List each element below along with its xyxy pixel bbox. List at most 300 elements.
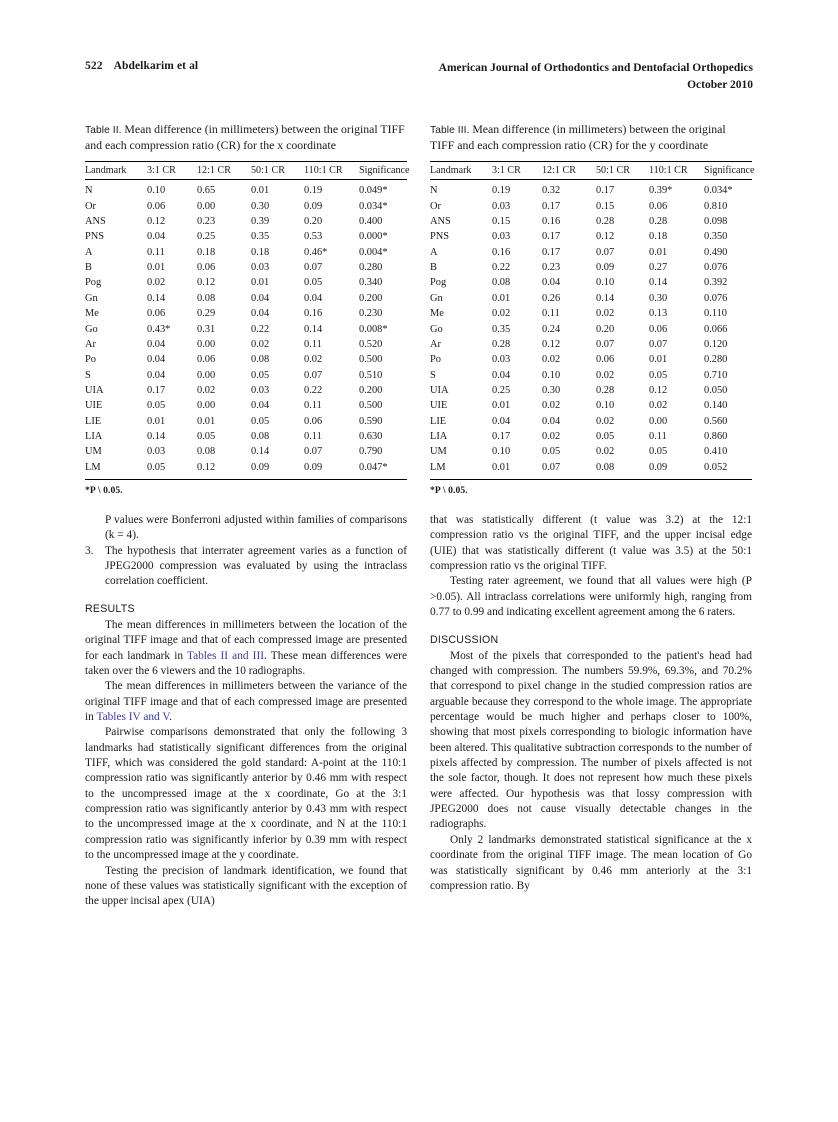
table-cell-value: 0.08 <box>492 277 511 289</box>
table-cell-value: 0.01 <box>649 246 668 258</box>
table-row <box>85 230 407 245</box>
right-column <box>430 122 755 910</box>
table-cell-value: 0.20 <box>596 323 615 335</box>
table-cell-value: 0.860 <box>704 431 728 443</box>
heading-discussion: DISCUSSION <box>430 633 499 646</box>
table-row <box>85 368 407 383</box>
table-cell-value: 0.06 <box>649 323 668 335</box>
table-cell-value: 0.39 <box>251 216 270 227</box>
table-3-title: Mean difference (in millimeters) between the original TIFF and each compression ratio (CR) for the y coordinate <box>430 122 726 152</box>
table-cell-landmark: Pog <box>430 277 447 289</box>
table-row <box>85 261 407 276</box>
table-row <box>430 368 752 383</box>
table-3-col-110to1: 110:1 CR <box>649 161 704 180</box>
table-2-col-landmark: Landmark <box>85 161 147 180</box>
table-cell-value: 0.14 <box>304 323 323 335</box>
table-cell-landmark: S <box>430 369 436 381</box>
table-cell-value: 0.04 <box>304 292 323 304</box>
table-cell-value: 0.14 <box>251 446 270 458</box>
hypothesis-item-3-text: The hypothesis that interrater agreement varies as a function of JPEG2000 compression was evaluated by using the intraclass correlation coefficient. <box>105 544 407 588</box>
table-3-col-landmark: Landmark <box>430 161 492 180</box>
table-cell-value: 0.22 <box>304 384 323 396</box>
table-cell-value: 0.01 <box>492 460 542 479</box>
table-cell-value: 0.04 <box>492 369 511 381</box>
table-cell-value: 0.140 <box>704 400 728 412</box>
table-row <box>85 199 407 214</box>
table-cell-value: 0.06 <box>596 354 615 366</box>
table-cell-value: 0.09 <box>251 460 304 479</box>
table-cell-value: 0.560 <box>704 415 728 427</box>
table-cell-value: 0.12 <box>147 216 166 227</box>
table-3-col-3to1: 3:1 CR <box>492 161 542 180</box>
table-cell-value: 0.200 <box>359 384 383 396</box>
table-cell-value: 0.02 <box>596 415 615 427</box>
table-cell-landmark: UM <box>85 446 102 458</box>
table-cell-value: 0.13 <box>649 308 668 320</box>
table-cell-value: 0.06 <box>197 262 216 274</box>
table-cell-landmark: B <box>430 262 437 274</box>
table-cell-value: 0.066 <box>704 323 728 335</box>
table-cell-value: 0.05 <box>542 446 561 458</box>
table-cell-value: 0.280 <box>704 354 728 366</box>
table-cell-value: 0.230 <box>359 308 383 320</box>
table-row <box>430 414 752 429</box>
table-cell-value: 0.04 <box>147 231 166 243</box>
table-cell-value: 0.65 <box>197 185 216 197</box>
table-cell-value: 0.25 <box>492 384 511 396</box>
table-row <box>430 276 752 291</box>
table-3-label: Table III. <box>430 125 470 136</box>
table-cell-value: 0.08 <box>197 446 216 458</box>
table-cell-value: 0.00 <box>649 415 668 427</box>
table-cell-landmark: Me <box>85 308 99 320</box>
table-cell-value: 0.052 <box>704 460 752 479</box>
table-cell-value: 0.30 <box>251 200 270 212</box>
table-cell-value: 0.11 <box>147 246 165 258</box>
table-cell-value: 0.24 <box>542 323 561 335</box>
table-cell-value: 0.490 <box>704 246 728 258</box>
paragraph-rater-agreement: Testing rater agreement, we found that all values were high (P >0.05). All intraclass correlations were uniformly high, ranging from 0.77 to 0.99 and indicating excellent agreement among the 6 raters. <box>430 575 752 619</box>
table-cell-value: 0.09 <box>304 460 359 479</box>
table-cell-value: 0.03 <box>251 262 270 274</box>
table-cell-value: 0.05 <box>251 415 270 427</box>
table-row <box>430 337 752 352</box>
table-cell-value: 0.04 <box>147 338 166 350</box>
table-cell-value: 0.04 <box>147 369 166 381</box>
table-cell-value: 0.05 <box>197 431 216 443</box>
table-cell-value: 0.29 <box>197 308 216 320</box>
table-cell-landmark: LM <box>430 460 492 479</box>
table-cell-landmark: PNS <box>85 231 105 243</box>
table-cell-value: 0.22 <box>492 262 511 274</box>
table-2-col-110to1: 110:1 CR <box>304 161 359 180</box>
table-row <box>430 261 752 276</box>
table-cell-value: 0.008* <box>359 323 388 335</box>
table-cell-value: 0.07 <box>542 460 596 479</box>
table-row <box>85 445 407 460</box>
table-cell-value: 0.410 <box>704 446 728 458</box>
table-cell-value: 0.05 <box>649 446 668 458</box>
link-tables-4-5[interactable]: Tables IV and V <box>96 710 170 723</box>
table-row <box>430 291 752 306</box>
paragraph-results-1-part-b: . These mean differences were taken over the 6 viewers and the 10 radiographs. <box>85 649 407 677</box>
table-cell-value: 0.46* <box>304 246 328 258</box>
table-cell-value: 0.02 <box>251 338 270 350</box>
table-cell-value: 0.15 <box>596 200 615 212</box>
table-row <box>430 180 752 199</box>
table-cell-value: 0.18 <box>649 231 668 243</box>
issue-date: October 2010 <box>687 78 753 91</box>
table-cell-value: 0.14 <box>596 292 615 304</box>
table-cell-value: 0.03 <box>492 231 511 243</box>
table-cell-value: 0.710 <box>704 369 728 381</box>
table-cell-value: 0.630 <box>359 431 383 443</box>
table-cell-value: 0.01 <box>147 262 166 274</box>
table-cell-value: 0.11 <box>304 400 322 412</box>
table-2 <box>85 161 410 480</box>
table-cell-value: 0.04 <box>492 415 511 427</box>
table-row <box>85 322 407 337</box>
table-2-col-12to1: 12:1 CR <box>197 161 251 180</box>
table-cell-landmark: N <box>430 185 438 197</box>
table-cell-value: 0.076 <box>704 262 728 274</box>
table-cell-value: 0.08 <box>197 292 216 304</box>
table-cell-value: 0.02 <box>596 369 615 381</box>
table-cell-value: 0.06 <box>649 200 668 212</box>
table-cell-value: 0.05 <box>649 369 668 381</box>
table-cell-landmark: LIA <box>430 431 448 443</box>
table-cell-value: 0.076 <box>704 292 728 304</box>
table-cell-value: 0.07 <box>596 338 615 350</box>
table-cell-value: 0.12 <box>197 460 251 479</box>
table-cell-value: 0.01 <box>492 292 511 304</box>
paragraph-results-2-part-a: The mean differences in millimeters between the variance of the original TIFF image and that of each compressed image are presented in <box>85 680 407 723</box>
table-cell-value: 0.10 <box>596 400 615 412</box>
table-cell-value: 0.30 <box>542 384 561 396</box>
table-cell-value: 0.01 <box>251 277 270 289</box>
table-cell-value: 0.09 <box>596 262 615 274</box>
hypothesis-item-3 <box>85 544 407 590</box>
table-cell-landmark: UIA <box>85 384 104 396</box>
table-cell-value: 0.034* <box>704 185 733 197</box>
hypothesis-item-3-marker: 3. <box>85 544 94 557</box>
table-cell-value: 0.03 <box>147 446 166 458</box>
table-cell-value: 0.004* <box>359 246 388 258</box>
table-row <box>85 214 407 229</box>
table-cell-value: 0.02 <box>542 431 561 443</box>
table-2-footnote: *P \ 0.05. <box>85 485 123 497</box>
table-cell-value: 0.02 <box>542 400 561 412</box>
table-cell-value: 0.35 <box>251 231 270 243</box>
table-cell-landmark: LIA <box>85 431 103 443</box>
table-cell-value: 0.500 <box>359 354 383 366</box>
table-row <box>85 307 407 322</box>
table-cell-value: 0.02 <box>197 384 216 396</box>
table-cell-landmark: PNS <box>430 231 450 243</box>
table-cell-value: 0.350 <box>704 231 728 243</box>
table-cell-landmark: LIE <box>430 415 447 427</box>
table-cell-value: 0.120 <box>704 338 728 350</box>
table-cell-value: 0.17 <box>596 185 615 197</box>
table-cell-value: 0.04 <box>251 308 270 320</box>
table-cell-value: 0.05 <box>147 460 197 479</box>
table-cell-value: 0.02 <box>596 446 615 458</box>
table-cell-landmark: Go <box>430 323 443 335</box>
table-cell-value: 0.392 <box>704 277 728 289</box>
table-cell-landmark: ANS <box>430 216 451 227</box>
table-2-body <box>85 180 407 480</box>
table-2-caption <box>85 122 407 154</box>
table-cell-value: 0.17 <box>542 231 561 243</box>
table-row <box>430 199 752 214</box>
table-cell-value: 0.01 <box>197 415 216 427</box>
table-cell-landmark: Or <box>85 200 96 212</box>
table-cell-value: 0.28 <box>649 216 668 227</box>
table-cell-value: 0.02 <box>596 308 615 320</box>
table-cell-value: 0.05 <box>251 369 270 381</box>
table-cell-landmark: Ar <box>430 338 441 350</box>
table-cell-value: 0.07 <box>596 246 615 258</box>
table-cell-value: 0.08 <box>596 460 649 479</box>
table-3 <box>430 161 755 480</box>
table-cell-landmark: Or <box>430 200 441 212</box>
table-cell-value: 0.35 <box>492 323 511 335</box>
table-2-header-row <box>85 161 407 180</box>
table-row <box>85 276 407 291</box>
table-row <box>85 399 407 414</box>
journal-title: American Journal of Orthodontics and Dentofacial Orthopedics <box>438 62 753 74</box>
table-row <box>430 445 752 460</box>
table-cell-value: 0.12 <box>649 384 668 396</box>
table-cell-value: 0.07 <box>304 369 323 381</box>
table-cell-value: 0.000* <box>359 231 388 243</box>
table-cell-value: 0.25 <box>197 231 216 243</box>
table-cell-value: 0.00 <box>197 400 216 412</box>
table-cell-value: 0.05 <box>147 400 166 412</box>
table-2-col-significance: Significance <box>359 161 407 180</box>
table-cell-landmark: Go <box>85 323 98 335</box>
table-cell-value: 0.16 <box>542 216 561 227</box>
table-2-label: Table II. <box>85 125 122 136</box>
table-row <box>85 383 407 398</box>
running-head <box>85 60 753 93</box>
hypothesis-list <box>85 544 407 590</box>
table-row <box>430 214 752 229</box>
table-cell-value: 0.26 <box>542 292 561 304</box>
table-cell-value: 0.110 <box>704 308 727 320</box>
table-cell-value: 0.10 <box>492 446 511 458</box>
table-cell-value: 0.01 <box>649 354 668 366</box>
table-cell-value: 0.18 <box>251 246 270 258</box>
running-head-left <box>85 60 198 72</box>
link-tables-2-3[interactable]: Tables II and III <box>186 649 265 662</box>
table-cell-value: 0.30 <box>649 292 668 304</box>
table-cell-value: 0.43* <box>147 323 171 335</box>
table-cell-value: 0.31 <box>197 323 216 335</box>
table-row <box>85 460 407 479</box>
table-cell-value: 0.19 <box>492 185 511 197</box>
table-cell-landmark: A <box>85 246 93 258</box>
two-column-layout <box>85 122 753 910</box>
table-cell-value: 0.27 <box>649 262 668 274</box>
table-cell-value: 0.050 <box>704 384 728 396</box>
table-3-col-significance: Significance <box>704 161 752 180</box>
table-cell-landmark: A <box>430 246 438 258</box>
table-cell-value: 0.07 <box>649 338 668 350</box>
table-cell-value: 0.17 <box>147 384 166 396</box>
table-cell-value: 0.03 <box>251 384 270 396</box>
table-cell-value: 0.03 <box>492 354 511 366</box>
paragraph-results-3: Pairwise comparisons demonstrated that only the following 3 landmarks had statistically significant differences from the original TIFF, which was considered the gold standard: A-point at the 110:1 compression ratio was significantly anterior by 0.46 mm with respect to the uncompressed image at the x coordinate, Go at the 3:1 compression ratio was significantly anterior by 0.43 mm with respect to the uncompressed image at the x coordinate, and N at the 110:1 compression ratio was significantly inferior by 0.39 mm with respect to the uncompressed image at the y coordinate. <box>85 726 407 862</box>
table-3-col-50to1: 50:1 CR <box>596 161 649 180</box>
table-cell-value: 0.034* <box>359 200 388 212</box>
table-cell-value: 0.06 <box>147 308 166 320</box>
table-cell-value: 0.07 <box>304 446 323 458</box>
table-cell-value: 0.12 <box>596 231 615 243</box>
table-cell-value: 0.11 <box>649 431 667 443</box>
table-cell-landmark: UM <box>430 446 447 458</box>
table-cell-landmark: B <box>85 262 92 274</box>
table-cell-landmark: LM <box>85 460 147 479</box>
table-row <box>430 322 752 337</box>
table-cell-landmark: S <box>85 369 91 381</box>
table-cell-landmark: N <box>85 185 93 197</box>
table-cell-value: 0.04 <box>542 277 561 289</box>
hypothesis-continuation: P values were Bonferroni adjusted within families of comparisons (k = 4). <box>105 514 407 542</box>
table-cell-value: 0.280 <box>359 262 383 274</box>
table-cell-value: 0.12 <box>542 338 561 350</box>
table-row <box>85 180 407 199</box>
paragraph-results-1 <box>85 618 407 679</box>
table-cell-value: 0.510 <box>359 369 383 381</box>
table-cell-value: 0.08 <box>251 431 270 443</box>
table-cell-landmark: Gn <box>85 292 98 304</box>
table-cell-value: 0.02 <box>542 354 561 366</box>
table-cell-value: 0.810 <box>704 200 728 212</box>
table-row <box>430 353 752 368</box>
table-cell-landmark: Gn <box>430 292 443 304</box>
table-cell-value: 0.01 <box>492 400 511 412</box>
table-cell-landmark: ANS <box>85 216 106 227</box>
table-cell-value: 0.400 <box>359 216 383 227</box>
table-row <box>85 414 407 429</box>
table-cell-landmark: Me <box>430 308 444 320</box>
table-row <box>430 429 752 444</box>
table-cell-value: 0.19 <box>304 185 323 197</box>
table-cell-value: 0.08 <box>251 354 270 366</box>
running-head-authors: Abdelkarim et al <box>113 60 199 72</box>
table-cell-value: 0.06 <box>197 354 216 366</box>
table-cell-value: 0.047* <box>359 460 407 479</box>
table-cell-value: 0.02 <box>492 308 511 320</box>
paragraph-results-1-part-a: The mean differences in millimeters between the location of the original TIFF image and that of each compressed image are presented for each landmark in <box>85 618 407 662</box>
right-body-text <box>430 513 752 894</box>
table-row <box>430 460 752 479</box>
table-cell-value: 0.098 <box>704 216 728 227</box>
table-cell-value: 0.23 <box>542 262 561 274</box>
table-cell-value: 0.32 <box>542 185 561 197</box>
table-cell-landmark: UIA <box>430 384 449 396</box>
table-cell-value: 0.10 <box>542 369 561 381</box>
table-cell-value: 0.15 <box>492 216 511 227</box>
table-cell-value: 0.00 <box>197 200 216 212</box>
table-2-col-50to1: 50:1 CR <box>251 161 304 180</box>
heading-results: RESULTS <box>85 602 135 615</box>
table-cell-value: 0.39* <box>649 185 673 197</box>
table-cell-landmark: Ar <box>85 338 96 350</box>
table-cell-value: 0.10 <box>596 277 615 289</box>
table-cell-value: 0.05 <box>304 277 323 289</box>
table-cell-value: 0.02 <box>649 400 668 412</box>
table-cell-value: 0.03 <box>492 200 511 212</box>
table-cell-value: 0.01 <box>251 185 270 197</box>
paragraph-discussion-2: Only 2 landmarks demonstrated statistical significance at the x coordinate from the original TIFF image. The mean location of Go was statistically significant by 0.46 mm anteriorly at the 3:1 compression ratio. By <box>430 833 752 892</box>
table-cell-landmark: LIE <box>85 415 102 427</box>
table-row <box>85 337 407 352</box>
paragraph-uia-continuation: that was statistically different (t value was 3.2) at the 12:1 compression ratio vs the original TIFF, and the upper incisal edge (UIE) that was statistically different (t value was 3.5) at the 50:1 compression ratio vs the original TIFF. <box>430 514 752 573</box>
table-3-header-row <box>430 161 752 180</box>
table-cell-value: 0.00 <box>197 369 216 381</box>
table-row <box>85 291 407 306</box>
table-cell-value: 0.28 <box>492 338 511 350</box>
table-cell-value: 0.590 <box>359 415 383 427</box>
page-folio: 522 <box>85 60 103 72</box>
table-cell-value: 0.02 <box>147 277 166 289</box>
table-cell-value: 0.790 <box>359 446 383 458</box>
table-2-title: Mean difference (in millimeters) between the original TIFF and each compression ratio (CR) for the x coordinate <box>85 122 405 152</box>
table-row <box>430 383 752 398</box>
table-cell-landmark: Po <box>85 354 96 366</box>
table-cell-value: 0.05 <box>596 431 615 443</box>
table-cell-landmark: UIE <box>430 400 448 412</box>
table-cell-value: 0.049* <box>359 185 388 197</box>
table-cell-landmark: UIE <box>85 400 103 412</box>
table-cell-value: 0.11 <box>542 308 560 320</box>
table-cell-value: 0.04 <box>251 292 270 304</box>
table-cell-value: 0.11 <box>304 431 322 443</box>
table-cell-landmark: Pog <box>85 277 102 289</box>
table-3-col-12to1: 12:1 CR <box>542 161 596 180</box>
table-cell-landmark: Po <box>430 354 441 366</box>
table-cell-value: 0.14 <box>147 292 166 304</box>
table-cell-value: 0.200 <box>359 292 383 304</box>
table-2-col-3to1: 3:1 CR <box>147 161 197 180</box>
table-cell-value: 0.340 <box>359 277 383 289</box>
paragraph-results-2 <box>85 679 407 725</box>
left-body-text <box>85 513 407 910</box>
paragraph-discussion-1: Most of the pixels that corresponded to the patient's head had changed with compression. The numbers 59.9%, 69.3%, and 70.2% that correspond to pixel change in the studied compression ratios are arguable because they correspond to the whole image. The appropriate percentage would be much higher and perhaps closer to 100%, showing that most pixels corresponding to biologic information have been altered. This qualitative subtraction corresponds to the number of pixels affected by compression. The number of pixels affected is not the sole factor, though. It does not represent how much these pixels were affected. Our hypothesis was that lossy compression with JPEG2000 does not cause visually detectable changes in the radiographs. <box>430 649 752 831</box>
table-row <box>430 245 752 260</box>
table-cell-value: 0.22 <box>251 323 270 335</box>
table-cell-value: 0.09 <box>304 200 323 212</box>
table-row <box>85 429 407 444</box>
table-cell-value: 0.10 <box>147 185 166 197</box>
table-cell-value: 0.11 <box>304 338 322 350</box>
table-cell-value: 0.01 <box>147 415 166 427</box>
table-cell-value: 0.02 <box>304 354 323 366</box>
table-cell-value: 0.28 <box>596 384 615 396</box>
table-cell-value: 0.17 <box>542 200 561 212</box>
table-row <box>430 230 752 245</box>
table-cell-value: 0.00 <box>197 338 216 350</box>
table-cell-value: 0.17 <box>542 246 561 258</box>
table-cell-value: 0.520 <box>359 338 383 350</box>
table-cell-value: 0.14 <box>147 431 166 443</box>
table-cell-value: 0.28 <box>596 216 615 227</box>
table-cell-value: 0.23 <box>197 216 216 227</box>
table-cell-value: 0.04 <box>251 400 270 412</box>
table-cell-value: 0.06 <box>304 415 323 427</box>
